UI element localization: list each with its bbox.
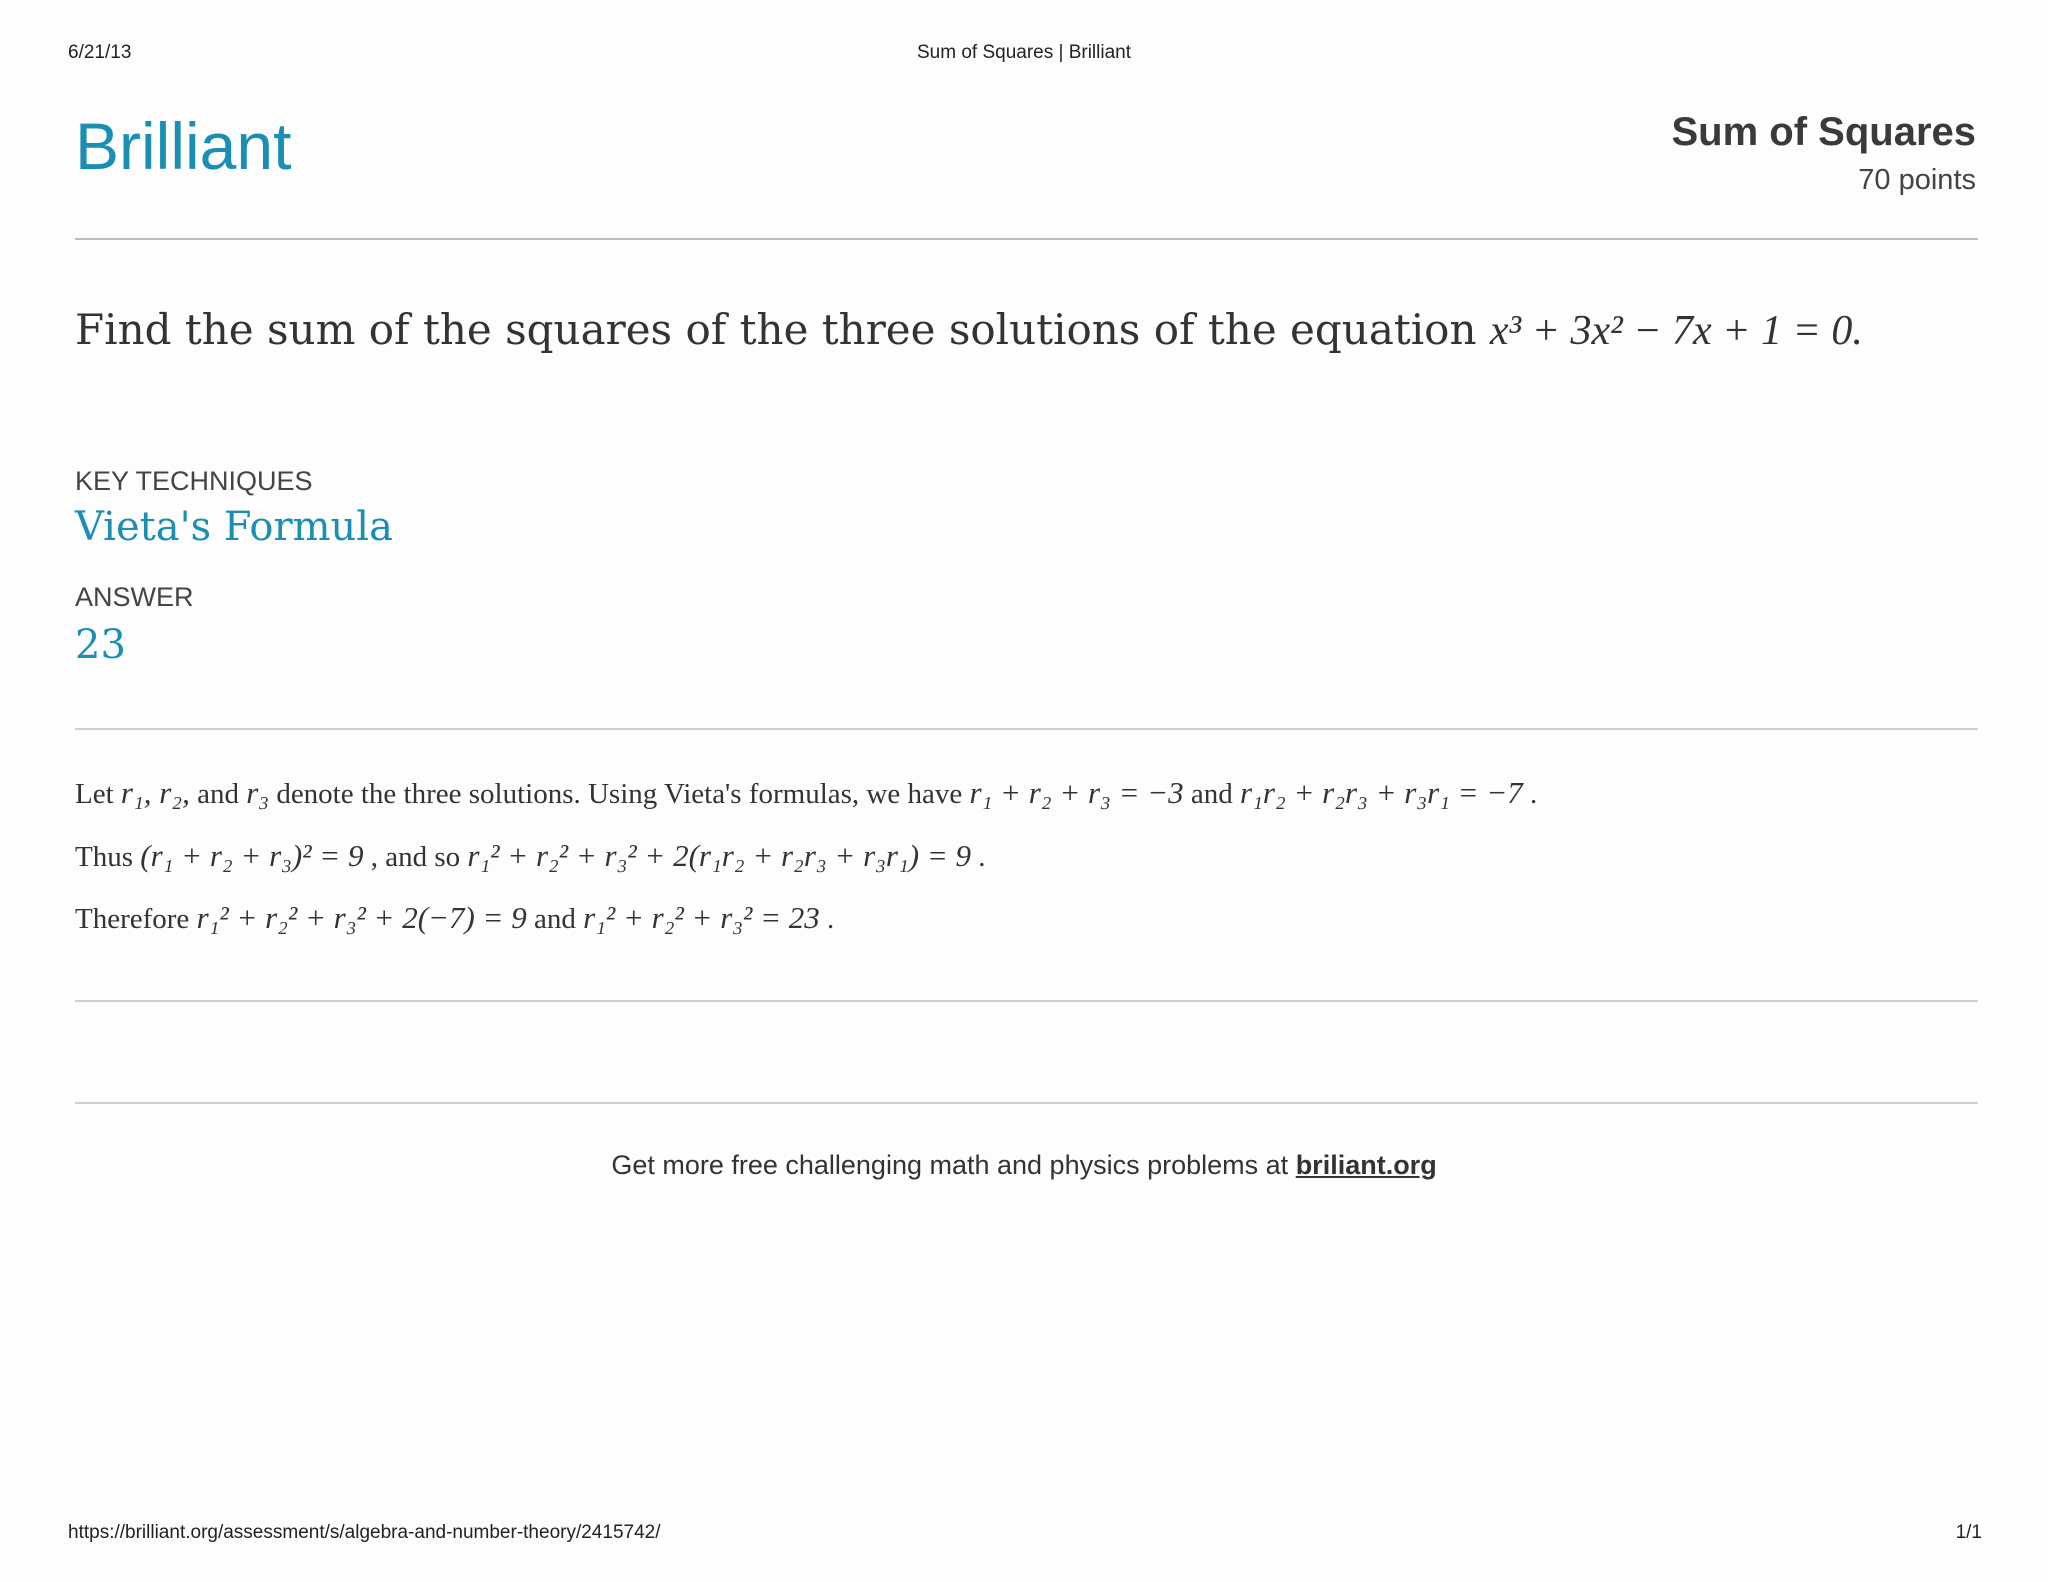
solution-math: r₁² + r₂² + r₃² + 2(−7) = 9	[196, 900, 527, 935]
promo-text: Get more free challenging math and physics problems at	[611, 1150, 1289, 1180]
solution-text: .	[978, 841, 986, 873]
footer-divider	[75, 1102, 1978, 1104]
solution-math: r₁² + r₂² + r₃² + 2(r₁r₂ + r₂r₃ + r₃r₁) = 9	[467, 838, 972, 873]
solution-top-divider	[75, 728, 1978, 730]
print-page-title: Sum of Squares | Brilliant	[916, 42, 1132, 63]
solution-text: Therefore	[75, 903, 190, 935]
solution-math: r₁, r₂,	[120, 775, 190, 810]
question-equation: x³ + 3x² − 7x + 1 = 0.	[1489, 308, 1863, 354]
solution-text: Let	[75, 778, 114, 810]
solution-text: .	[827, 903, 835, 935]
solution-text: , and so	[370, 841, 461, 873]
print-page-number: 1/1	[1955, 1522, 1982, 1543]
header-divider	[75, 238, 1978, 240]
solution-math: r₁² + r₂² + r₃² = 23	[583, 900, 820, 935]
answer-label: ANSWER	[75, 582, 194, 612]
solution-text: and	[1190, 778, 1233, 810]
solution-bottom-divider	[75, 1000, 1978, 1002]
solution-text: and	[197, 778, 239, 810]
solution-text: denote the three solutions. Using Vieta's formulas, we have	[276, 778, 963, 810]
problem-points: 70 points	[1858, 164, 1976, 196]
question-text: Find the sum of the squares of the three solutions of the equation	[75, 305, 1477, 354]
solution-math: r₃	[246, 775, 270, 810]
problem-statement	[75, 305, 1863, 355]
solution-text: Thus	[75, 841, 133, 873]
promo-banner	[0, 1150, 2048, 1181]
solution-text: .	[1530, 778, 1538, 810]
key-techniques-label: KEY TECHNIQUES	[75, 466, 313, 496]
solution-line-1	[75, 775, 1537, 811]
solution-line-3	[75, 900, 834, 936]
solution-text: and	[533, 903, 576, 935]
solution-math: (r₁ + r₂ + r₃)² = 9	[140, 838, 364, 873]
print-url: https://brilliant.org/assessment/s/algebra-and-number-theory/2415742/	[68, 1522, 661, 1543]
solution-math: r₁r₂ + r₂r₃ + r₃r₁ = −7	[1240, 775, 1523, 810]
solution-math: r₁ + r₂ + r₃ = −3	[969, 775, 1184, 810]
solution-line-2	[75, 838, 986, 874]
brilliant-logo[interactable]: Brilliant	[75, 109, 292, 183]
answer-value: 23	[75, 622, 126, 668]
problem-title: Sum of Squares	[1671, 110, 1976, 154]
brilliant-link[interactable]: briliant.org	[1295, 1150, 1437, 1180]
technique-link-vietas-formula[interactable]: Vieta's Formula	[75, 504, 393, 550]
print-date: 6/21/13	[68, 42, 132, 63]
